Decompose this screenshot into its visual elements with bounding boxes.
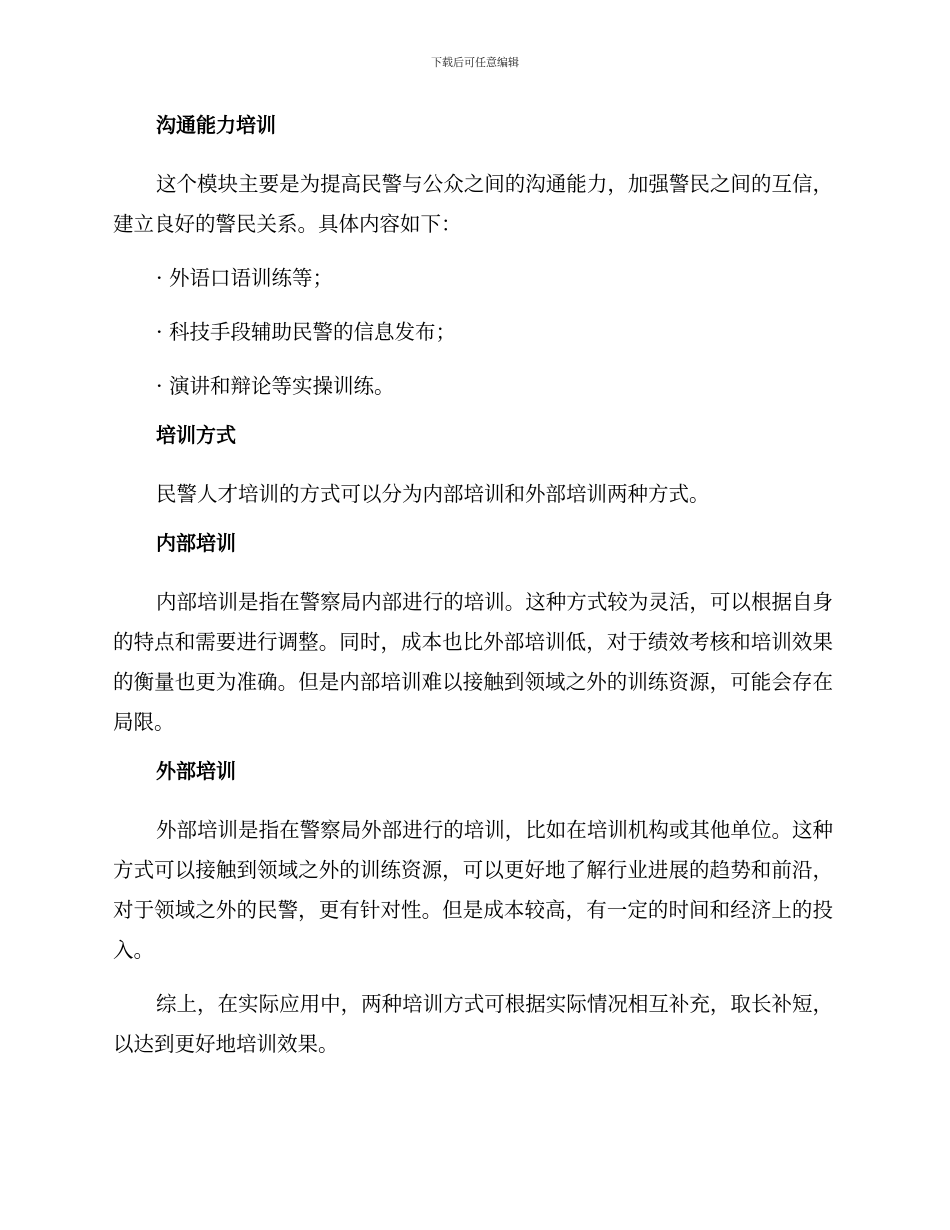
paragraph-communication-intro: 这个模块主要是为提高民警与公众之间的沟通能力，加强警民之间的互信，建立良好的警民关系。具体内容如下： — [113, 172, 833, 236]
paragraph-summary: 综上，在实际应用中，两种培训方式可根据实际情况相互补充，取长补短，以达到更好地培训效果。 — [113, 992, 833, 1056]
heading-methods: 培训方式 — [156, 423, 236, 447]
heading-external: 外部培训 — [156, 759, 236, 783]
bullet-item: · 外语口语训练等； — [156, 266, 334, 290]
document-body — [113, 110, 833, 1078]
paragraph-methods: 民警人才培训的方式可以分为内部培训和外部培训两种方式。 — [156, 482, 710, 506]
heading-internal: 内部培训 — [156, 531, 236, 555]
paragraph-external: 外部培训是指在警察局外部进行的培训，比如在培训机构或其他单位。这种方式可以接触到领域之外的训练资源，可以更好地了解行业进展的趋势和前沿，对于领域之外的民警，更有针对性。但是成本较高，有一定的时间和经济上的投入。 — [113, 818, 833, 962]
header-note: 下载后可任意编辑 — [431, 56, 519, 69]
bullet-item: · 科技手段辅助民警的信息发布； — [156, 320, 457, 344]
paragraph-internal: 内部培训是指在警察局内部进行的培训。这种方式较为灵活，可以根据自身的特点和需要进行调整。同时，成本也比外部培训低，对于绩效考核和培训效果的衡量也更为准确。但是内部培训难以接触到领域之外的训练资源，可能会存在局限。 — [113, 590, 833, 734]
bullet-item: · 演讲和辩论等实操训练。 — [156, 374, 395, 398]
heading-communication: 沟通能力培训 — [156, 113, 276, 137]
